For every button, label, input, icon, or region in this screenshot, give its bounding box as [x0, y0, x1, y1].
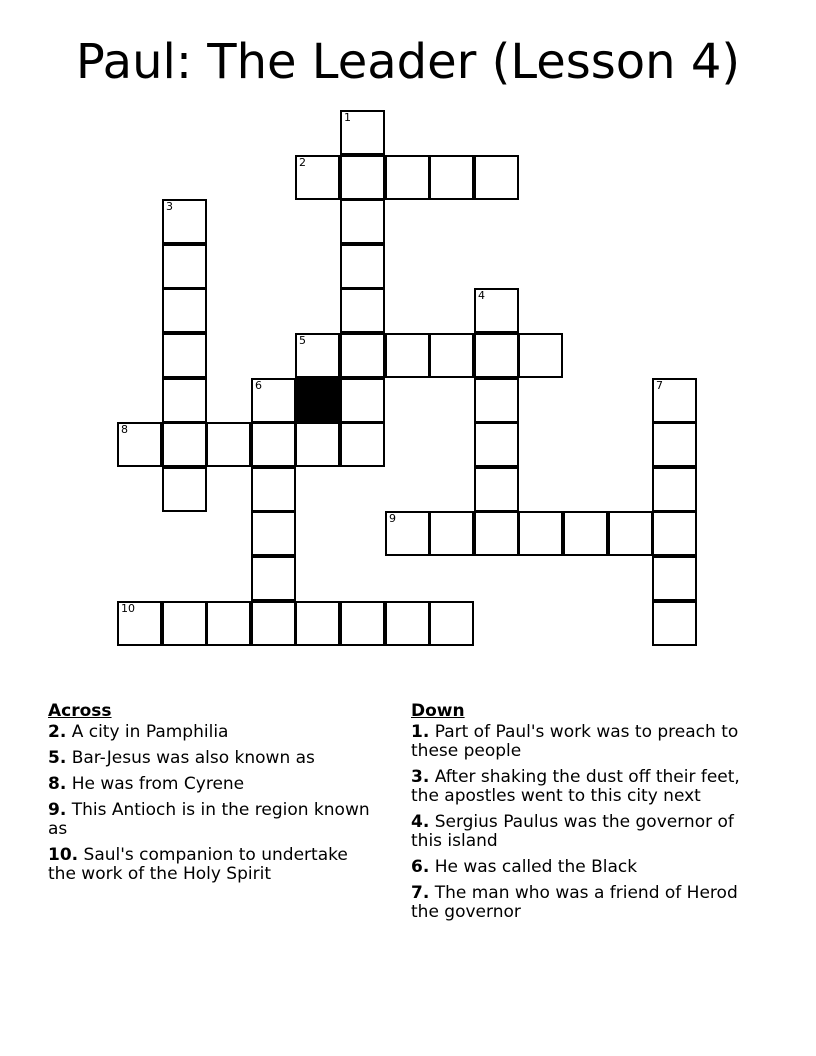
grid-cell[interactable] [340, 155, 385, 200]
grid-cell[interactable] [429, 511, 474, 556]
grid-cell[interactable] [474, 422, 519, 467]
black-cell [295, 378, 340, 423]
clue-down-6 [411, 858, 751, 877]
grid-cell[interactable] [251, 511, 296, 556]
grid-cell[interactable] [340, 288, 385, 333]
grid-cell[interactable] [340, 422, 385, 467]
clue-down-4 [411, 813, 751, 851]
clue-text: After shaking the dust off their feet, the apostles went to this city next [411, 767, 740, 806]
clue-text: The man who was a friend of Herod the governor [411, 883, 738, 922]
grid-cell[interactable] [429, 333, 474, 378]
down-heading: Down [411, 701, 465, 721]
grid-cell[interactable] [474, 155, 519, 200]
grid-cell[interactable] [563, 511, 608, 556]
grid-cell[interactable] [429, 601, 474, 646]
grid-cell[interactable] [251, 467, 296, 512]
clue-across-2 [48, 723, 378, 742]
clue-text: Bar-Jesus was also known as [71, 748, 315, 768]
grid-cell[interactable] [340, 601, 385, 646]
grid-cell[interactable] [340, 199, 385, 244]
grid-cell[interactable] [295, 601, 340, 646]
grid-cell[interactable] [385, 155, 430, 200]
clue-number: 1. [411, 722, 430, 742]
cell-number: 3 [166, 200, 173, 213]
grid-cell[interactable] [162, 199, 207, 244]
grid-cell[interactable] [518, 333, 563, 378]
grid-cell[interactable] [474, 378, 519, 423]
cell-number: 10 [121, 602, 135, 615]
clue-text: He was called the Black [434, 857, 638, 877]
grid-cell[interactable] [385, 601, 430, 646]
grid-cell[interactable] [474, 288, 519, 333]
grid-cell[interactable] [652, 511, 697, 556]
clue-text: Sergius Paulus was the governor of this island [411, 812, 734, 851]
grid-cell[interactable] [652, 556, 697, 601]
cell-number: 8 [121, 423, 128, 436]
clue-text: A city in Pamphilia [71, 722, 229, 742]
grid-cell[interactable] [340, 110, 385, 155]
cell-number: 1 [344, 111, 351, 124]
clue-number: 9. [48, 800, 67, 820]
page-title: Paul: The Leader (Lesson 4) [75, 34, 741, 90]
down-clues [411, 702, 751, 929]
clue-down-3 [411, 768, 751, 806]
grid-cell[interactable] [206, 601, 251, 646]
cell-number: 9 [389, 512, 396, 525]
grid-cell[interactable] [340, 333, 385, 378]
cell-number: 4 [478, 289, 485, 302]
clue-across-5 [48, 749, 378, 768]
clue-number: 8. [48, 774, 67, 794]
grid-cell[interactable] [518, 511, 563, 556]
grid-cell[interactable] [652, 422, 697, 467]
grid-cell[interactable] [385, 333, 430, 378]
grid-cell[interactable] [117, 422, 162, 467]
across-clues [48, 702, 378, 891]
grid-cell[interactable] [251, 422, 296, 467]
grid-cell[interactable] [117, 601, 162, 646]
grid-cell[interactable] [206, 422, 251, 467]
cell-number: 2 [299, 156, 306, 169]
grid-cell[interactable] [295, 155, 340, 200]
clue-number: 5. [48, 748, 67, 768]
across-heading: Across [48, 701, 112, 721]
clue-down-7 [411, 884, 751, 922]
clue-across-9 [48, 801, 378, 839]
grid-cell[interactable] [340, 378, 385, 423]
clue-text: This Antioch is in the region known as [48, 800, 370, 839]
grid-cell[interactable] [652, 601, 697, 646]
grid-cell[interactable] [162, 467, 207, 512]
grid-cell[interactable] [652, 467, 697, 512]
grid-cell[interactable] [162, 422, 207, 467]
clue-number: 6. [411, 857, 430, 877]
clue-number: 7. [411, 883, 430, 903]
grid-cell[interactable] [474, 467, 519, 512]
grid-cell[interactable] [608, 511, 653, 556]
clue-across-10 [48, 846, 378, 884]
grid-cell[interactable] [295, 422, 340, 467]
grid-cell[interactable] [251, 601, 296, 646]
cell-number: 5 [299, 334, 306, 347]
clue-number: 4. [411, 812, 430, 832]
grid-cell[interactable] [162, 333, 207, 378]
cell-number: 6 [255, 379, 262, 392]
clue-number: 2. [48, 722, 67, 742]
grid-cell[interactable] [162, 601, 207, 646]
clue-number: 3. [411, 767, 430, 787]
clue-down-1 [411, 723, 751, 761]
grid-cell[interactable] [162, 244, 207, 289]
grid-cell[interactable] [474, 333, 519, 378]
clue-text: He was from Cyrene [71, 774, 245, 794]
clue-text: Part of Paul's work was to preach to these people [411, 722, 739, 761]
grid-cell[interactable] [295, 333, 340, 378]
grid-cell[interactable] [251, 378, 296, 423]
grid-cell[interactable] [474, 511, 519, 556]
grid-cell[interactable] [162, 288, 207, 333]
grid-cell[interactable] [652, 378, 697, 423]
clue-text: Saul's companion to undertake the work of the Holy Spirit [48, 845, 348, 884]
clue-number: 10. [48, 845, 79, 865]
cell-number: 7 [656, 379, 663, 392]
grid-cell[interactable] [385, 511, 430, 556]
grid-cell[interactable] [251, 556, 296, 601]
grid-cell[interactable] [429, 155, 474, 200]
grid-cell[interactable] [162, 378, 207, 423]
grid-cell[interactable] [340, 244, 385, 289]
clue-across-8 [48, 775, 378, 794]
